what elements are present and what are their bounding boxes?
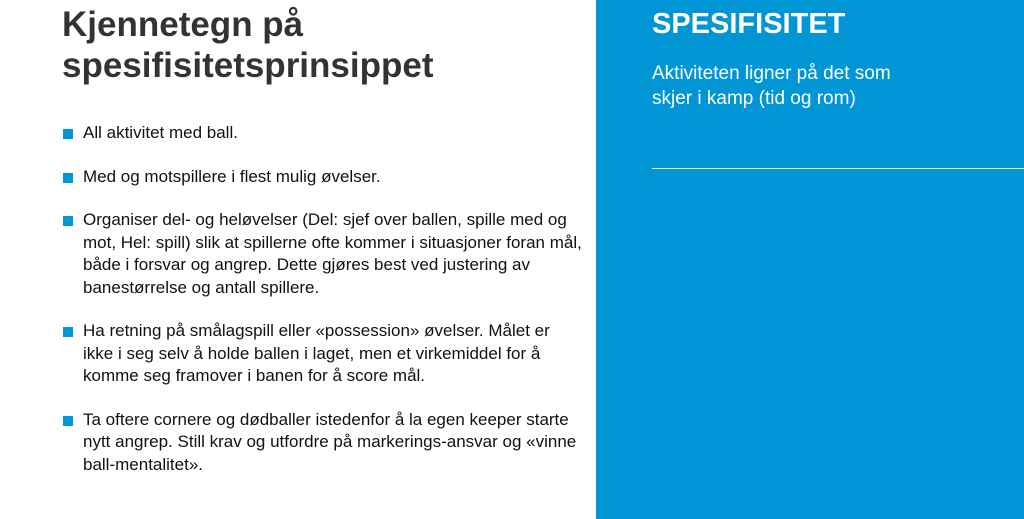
bullet-item [62,122,582,145]
square-bullet-icon [63,327,73,337]
square-bullet-icon [63,129,73,139]
bullet-text: Ta oftere cornere og dødballer istedenfor å la egen keeper starte nytt angrep. Still krav og utfordre på markerings-ansvar og «vinne ball-mentalitet». [83,409,577,474]
bullet-item [62,209,582,299]
bullet-text: Med og motspillere i flest mulig øvelser. [83,166,381,186]
bullet-text: Organiser del- og heløvelser (Del: sjef over ballen, spille med og mot, Hel: spill) slik at spillerne ofte kommer i situasjoner foran mål, både i forsvar og angrep. Dette gjøres best ved justering av banestørrelse og antall spillere. [83,210,582,297]
bullet-item [62,166,582,189]
panel-title: SPESIFISITET [652,8,846,40]
panel-divider [652,168,1024,169]
panel-text: Aktiviteten ligner på det som skjer i kamp (tid og rom) [652,63,891,109]
bullet-list [62,122,582,497]
bullet-text: All aktivitet med ball. [83,123,238,142]
side-panel [596,0,1024,519]
bullet-item [62,409,582,477]
square-bullet-icon [63,173,73,183]
square-bullet-icon [63,416,73,426]
square-bullet-icon [63,216,73,226]
bullet-item [62,320,582,388]
slide-title: Kjennetegn på spesifisitetsprinsippet [62,5,434,85]
bullet-text: Ha retning på smålagspill eller «possession» øvelser. Målet er ikke i seg selv å holde ballen i laget, men et virkemiddel for å komme seg framover i banen for å score mål. [83,321,550,385]
